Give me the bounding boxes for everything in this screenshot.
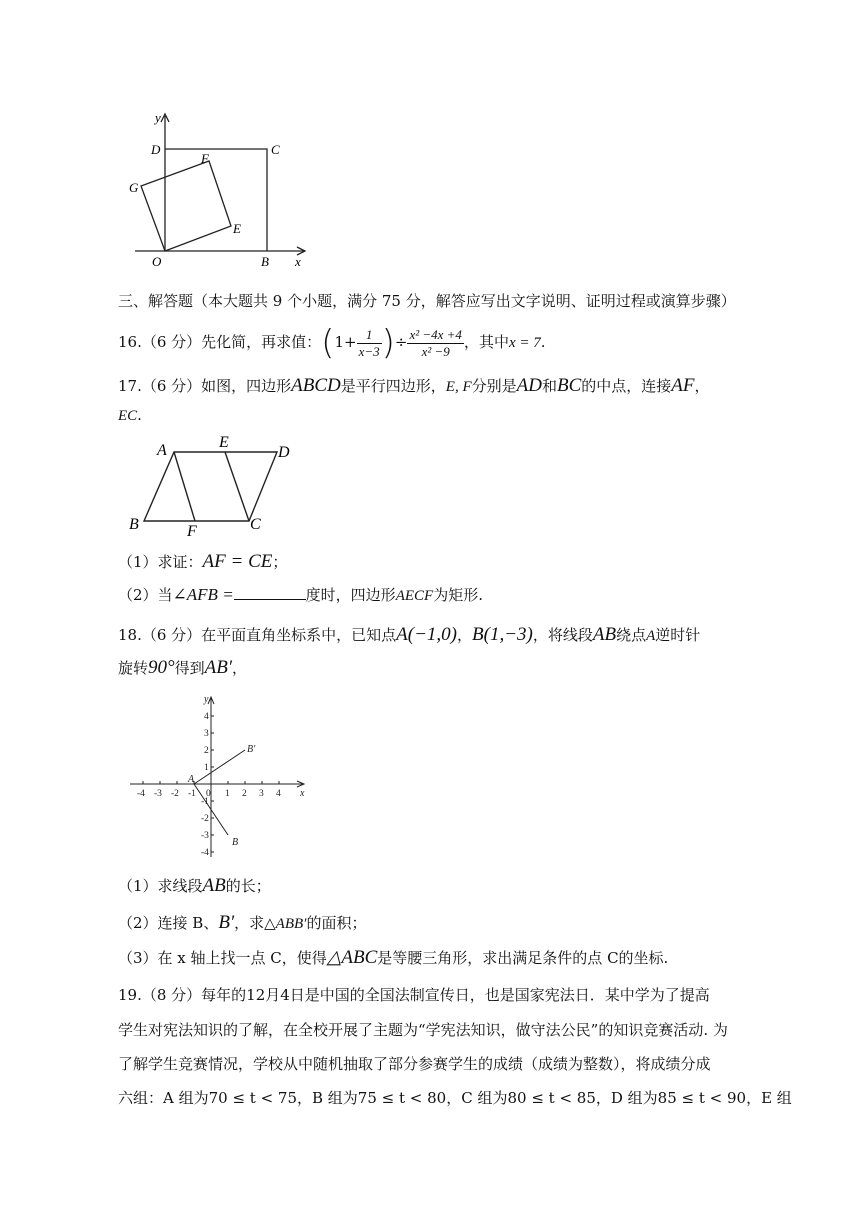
question-19-line2: 学生对宪法知识的了解，在全校开展了主题为“学宪法知识，做守法公民”的知识竞赛活动. 为 [118,1021,728,1039]
q16-tail: ，其中 [463,333,509,351]
q16-frac2: $\frac{\text{x² −4x +4}}{\text{x² −9}}$ [409,326,462,359]
svg-text:E: E [219,434,229,451]
svg-text:-4: -4 [201,848,209,858]
svg-text:4: 4 [276,789,281,799]
svg-text:B: B [232,837,239,848]
q16-lparen: ( [321,323,335,363]
section-heading: 三、解答题（本大题共 9 个小题，满分 75 分，解答应写出文字说明、证明过程或演算步骤） [118,292,736,310]
svg-text:-1: -1 [201,797,209,807]
svg-text:4: 4 [204,712,209,722]
fig1-G: G [129,180,139,195]
svg-text:1: 1 [204,763,209,773]
answer-blank[interactable] [234,585,306,600]
question-18-sub1: （1）求线段AB的长； [118,875,271,896]
question-19-line3: 了解学生竞赛情况，学校从中随机抽取了部分参赛学生的成绩（成绩为整数），将成绩分成 [118,1055,711,1073]
q16-rparen: ) [381,323,395,363]
question-17-line2: EC. [118,406,142,424]
figure-parallelogram [125,432,305,540]
svg-text:-4: -4 [137,789,145,799]
fig1-D: D [151,142,161,157]
fig1-y: y [155,110,161,125]
fig1-O: O [152,254,162,269]
svg-text:y: y [204,694,209,705]
q16-one-plus: 1+ [334,333,357,351]
question-17-sub1: （1）求证：AF = CE； [118,551,288,572]
svg-text:3: 3 [204,729,209,739]
svg-text:-2: -2 [171,789,179,799]
svg-text:3: 3 [259,789,264,799]
question-16: 16.（6 分）先化简，再求值：(1+ $\frac{1}{x-3}$ )÷ $\frac{\text{x² −4x +4}}{\text{x² −9}}$ ，其中x = 7. [118,323,546,363]
svg-text:-3: -3 [154,789,162,799]
q16-prefix: 16.（6 分）先化简，再求值： [118,333,322,351]
svg-text:A: A [157,442,167,459]
fig1-B: B [261,254,269,269]
question-18-line1: 18.（6 分）在平面直角坐标系中，已知点A(−1,0)，B(1,−3)，将线段AB绕点A逆时针 [118,624,701,645]
svg-text:F: F [187,523,197,540]
svg-text:B: B [129,516,139,533]
svg-text:C: C [250,516,261,533]
question-17-sub2: （2）当∠AFB = 度时，四边形AECF为矩形. [118,585,483,604]
svg-text:-3: -3 [201,831,209,841]
svg-text:0: 0 [206,789,211,799]
fig1-x: x [295,254,301,269]
question-19-line4: 六组：A 组为70 ≤ t < 75，B 组为75 ≤ t < 80，C 组为80 ≤ t < 85，D 组为85 ≤ t < 90，E 组 [118,1089,792,1107]
question-18-sub2: （2）连接 B、B′，求△ABB′的面积； [118,912,367,933]
figure-square-coordinate [125,108,315,273]
q16-div: ÷ [394,333,408,351]
fig1-E: E [233,221,241,236]
question-17-line1: 17.（6 分）如图，四边形ABCD是平行四边形，E, F分别是AD和BC的中点，连接AF， [118,375,710,396]
svg-text:-2: -2 [201,814,209,824]
q16-frac1: $\frac{1}{x-3}$ [358,326,380,359]
question-18-line2: 旋转90°得到AB′， [118,657,248,678]
svg-text:-1: -1 [188,789,196,799]
question-18-sub3: （3）在 x 轴上找一点 C，使得△ABC是等腰三角形，求出满足条件的点 C的坐标. [118,947,669,968]
q16-x-value: x = 7 [508,335,541,351]
question-19-line1: 19.（8 分）每年的12月4日是中国的全国法制宣传日，也是国家宪法日．某中学为了提高 [118,986,710,1004]
svg-text:2: 2 [242,789,247,799]
fig1-C: C [271,142,280,157]
fig1-F: F [201,151,209,166]
svg-text:1: 1 [225,789,230,799]
svg-text:B′: B′ [247,744,256,755]
svg-text:x: x [300,788,305,799]
svg-text:D: D [278,444,290,461]
figure-coordinate-plane [128,692,313,862]
svg-text:2: 2 [204,746,209,756]
svg-text:A: A [188,774,195,785]
